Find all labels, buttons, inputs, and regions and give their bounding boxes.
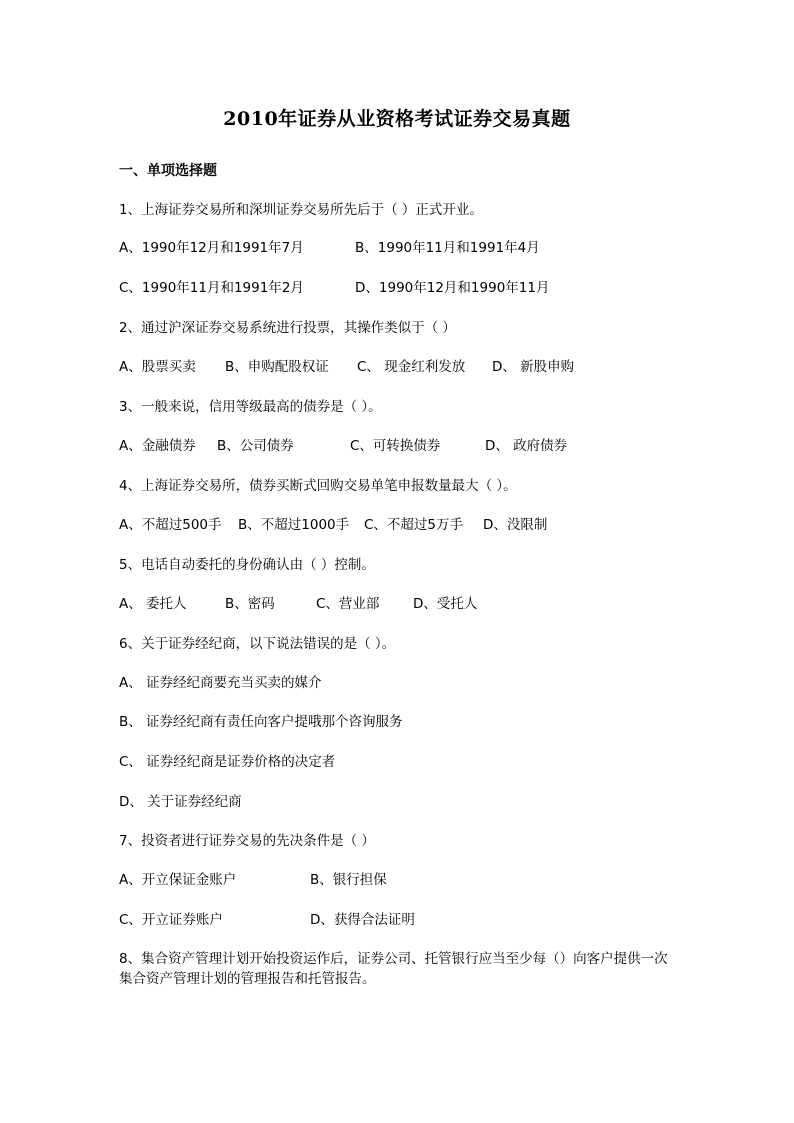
- question-4-option-b: B、不超过1000手: [238, 517, 350, 533]
- question-6-option-a: A、 证券经纪商要充当买卖的媒介: [119, 675, 322, 691]
- question-6-stem: 6、关于证券经纪商，以下说法错误的是（ ）。: [119, 636, 396, 652]
- question-6-option-b: B、 证券经纪商有责任向客户提哦那个咨询服务: [119, 714, 403, 730]
- question-5-option-a: A、 委托人: [119, 596, 187, 612]
- question-2-option-c: C、 现金红利发放: [357, 359, 466, 375]
- question-7-option-d: D、获得合法证明: [310, 912, 415, 928]
- question-7-option-b: B、银行担保: [310, 872, 387, 888]
- question-1-stem: 1、上海证券交易所和深圳证券交易所先后于（ ）正式开业。: [119, 202, 483, 218]
- question-1-option-d: D、1990年12月和1990年11月: [355, 280, 550, 296]
- question-2-stem: 2、通过沪深证券交易系统进行投票，其操作类似于（ ）: [119, 320, 456, 336]
- question-4-option-d: D、没限制: [483, 517, 548, 533]
- question-1-option-c: C、1990年11月和1991年2月: [119, 280, 304, 296]
- document-title: 2010年证券从业资格考试证券交易真题: [223, 108, 571, 130]
- question-4-option-a: A、不超过500手: [119, 517, 222, 533]
- question-2-option-a: A、股票买卖: [119, 359, 196, 375]
- question-5-option-d: D、受托人: [413, 596, 478, 612]
- question-8-stem: 8、集合资产管理计划开始投资运作后，证券公司、托管银行应当至少每（）向客户提供一次集合资产管理计划的管理报告和托管报告。: [119, 951, 668, 987]
- question-2-option-d: D、 新股申购: [492, 359, 575, 375]
- question-5-option-b: B、密码: [225, 596, 275, 612]
- question-1-option-b: B、1990年11月和1991年4月: [355, 240, 540, 256]
- section-heading: 一、单项选择题: [119, 163, 217, 179]
- question-3-stem: 3、一般来说，信用等级最高的债券是（ ）。: [119, 399, 382, 415]
- question-4-option-c: C、不超过5万手: [364, 517, 464, 533]
- question-2-option-b: B、申购配股权证: [225, 359, 329, 375]
- question-3-option-a: A、金融债券: [119, 438, 196, 454]
- question-4-stem: 4、上海证券交易所，债券买断式回购交易单笔申报数量最大（ ）。: [119, 478, 517, 494]
- question-1-option-a: A、1990年12月和1991年7月: [119, 240, 304, 256]
- question-6-option-d: D、 关于证券经纪商: [119, 794, 242, 810]
- question-3-option-b: B、公司债券: [217, 438, 294, 454]
- question-3-option-c: C、可转换债券: [350, 438, 441, 454]
- question-6-option-c: C、 证券经纪商是证券价格的决定者: [119, 754, 336, 770]
- question-3-option-d: D、 政府债券: [485, 438, 568, 454]
- question-5-option-c: C、营业部: [316, 596, 380, 612]
- question-7-stem: 7、投资者进行证券交易的先决条件是（ ）: [119, 833, 375, 849]
- question-7-option-a: A、开立保证金账户: [119, 872, 237, 888]
- question-7-option-c: C、开立证券账户: [119, 912, 223, 928]
- question-5-stem: 5、电话自动委托的身份确认由（ ）控制。: [119, 557, 375, 573]
